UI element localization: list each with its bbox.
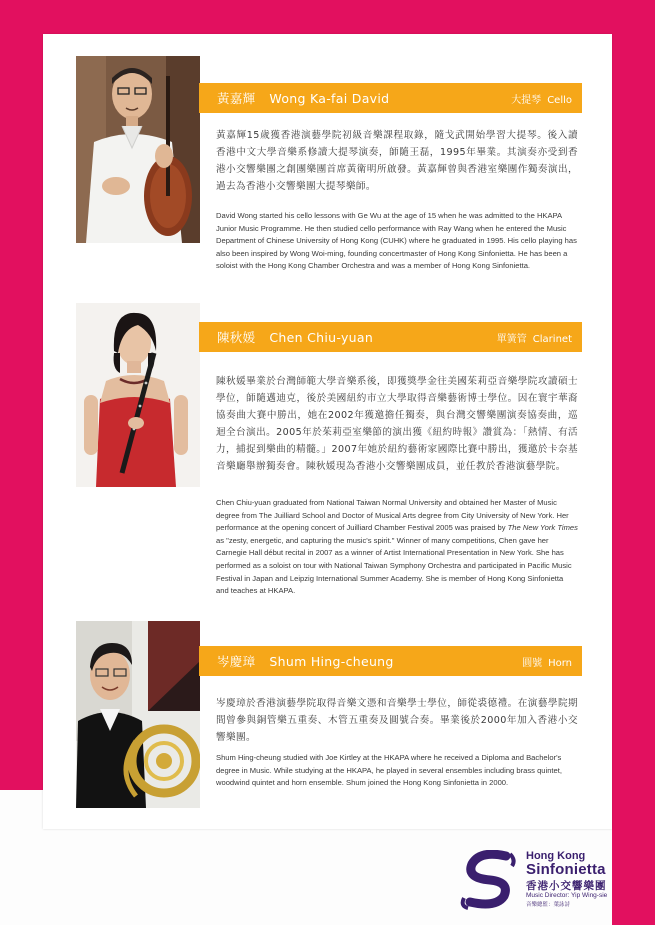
name-english: Wong Ka-fai David — [269, 91, 390, 106]
logo-music-director-chinese: 音樂總監：葉詠詩 — [526, 902, 571, 908]
musician-name — [217, 328, 373, 346]
logo-text-sinfonietta: Sinfonietta — [526, 861, 606, 878]
instrument-english: Cello — [547, 94, 572, 106]
name-english: Chen Chiu-yuan — [269, 330, 374, 345]
name-bar-chen — [199, 322, 582, 352]
instrument-english: Clarinet — [532, 333, 572, 345]
bio-english-publication: The New York Times — [507, 523, 578, 533]
instrument-label — [497, 330, 572, 345]
instrument-chinese: 大提琴 — [511, 94, 542, 106]
bio-english-part2: as "zesty, energetic, and capturing the music's spirit." Winner of many competitions, Chen gave her Carnegie Hall début recital in 2007 as a winner of Artist International Presentation in New York. She has performed as a soloist on tour with National Taiwan Symphony Orchestra and participated in Pacific Music Festival in Japan and Leipzig International Summer Academy. She is member of Hong Kong Sinfonietta and teaches at HKAPA. — [216, 535, 572, 596]
hong-kong-sinfonietta-logo — [460, 850, 625, 910]
instrument-label — [511, 91, 572, 106]
instrument-chinese: 單簧管 — [496, 333, 527, 345]
bio-english-part1: Chen Chiu-yuan graduated from National Taiwan Normal University and obtained her Master of Music degree from The Juilliard School and Doctor of Musical Arts degree from City University of New York. Her performance at the opening concert of Juilliard Chamber Festival 2005 was praised by — [216, 498, 569, 533]
logo-text-chinese: 香港小交響樂團 — [526, 880, 607, 892]
bio-chinese-shum: 岑慶璋於香港演藝學院取得音樂文憑和音樂學士學位，師從裘德禮。在演藝學院期間曾參與銅管樂五重奏、木管五重奏及圓號合奏。畢業後於2000年加入香港小交響樂團。 — [216, 698, 578, 743]
name-chinese: 陳秋媛 — [217, 330, 256, 345]
musician-photo-chen — [76, 303, 200, 487]
bio-chinese-chen: 陳秋媛畢業於台灣師範大學音樂系後，即獲獎學金往美國茱莉亞音樂學院攻讀碩士學位，師隨邁迪克，後於美國紐約市立大學取得音樂藝術博士學位。因在寰宇華裔協奏曲大賽中勝出，她在2002年獲邀擔任獨奏，與台灣交響樂團演奏協奏曲，巡迴全台演出。2005年於茱莉亞室樂節的演出獲《紐約時報》讚賞為：「熱情、有活力，捕捉到樂曲的精髓。」2007年她於紐約藝術家國際比賽中勝出，獲邀於卡奈基音樂廳舉辦獨奏會。陳秋媛現為香港小交響樂團成員，並任教於香港演藝學院。 — [216, 376, 578, 472]
name-chinese: 岑慶璋 — [217, 654, 256, 669]
logo-text-hong-kong: Hong Kong — [526, 850, 586, 862]
musician-photo-wong — [76, 56, 200, 243]
name-english: Shum Hing-cheung — [269, 654, 394, 669]
instrument-english: Horn — [548, 657, 572, 669]
name-bar-shum — [199, 646, 582, 676]
bio-english-chen — [216, 497, 578, 598]
bio-english-wong: David Wong started his cello lessons with Ge Wu at the age of 15 when he was admitted to the HKAPA Junior Music Programme. He then studied cello performance with Ray Wang when he entered the Music Department of Chinese University of Hong Kong (CUHK) where he graduated in 1995. His cello playing has also been inspired by Wong Woi-ming, founding concertmaster of Hong Kong Sinfonietta. He has been a soloist with the Hong Kong Chamber Orchestra and was a member of Hong Kong Sinfonietta. — [216, 211, 577, 271]
musician-photo-shum — [76, 621, 200, 808]
name-bar-wong — [199, 83, 582, 113]
pink-right-edge — [612, 0, 655, 925]
sinfonietta-s-mark-icon — [460, 850, 522, 910]
instrument-label — [522, 654, 572, 669]
logo-music-director: Music Director: Yip Wing-sie — [526, 892, 608, 899]
musician-name — [217, 652, 394, 670]
bio-english-shum: Shum Hing-cheung studied with Joe Kirtley at the HKAPA where he received a Diploma and Bachelor's degree in Music. While studying at the HKAPA, he played in several ensembles including brass quintet, woodwind quintet and horn ensemble. Shum joined the Hong Kong Sinfonietta in 2000. — [216, 753, 562, 788]
musician-name — [217, 89, 389, 107]
name-chinese: 黃嘉輝 — [217, 91, 256, 106]
bio-chinese-wong: 黃嘉輝15歲獲香港演藝學院初級音樂課程取錄，隨戈武開始學習大提琴。後入讀香港中文大學音樂系修讀大提琴演奏，師隨王磊，1995年畢業。其演奏亦受到香港小交響樂團之創團樂團首席黃衛明所啟發。黃嘉輝曾與香港室樂團作獨奏演出，過去為香港小交響樂團大提琴樂師。 — [216, 130, 578, 192]
instrument-chinese: 圓號 — [522, 657, 543, 669]
